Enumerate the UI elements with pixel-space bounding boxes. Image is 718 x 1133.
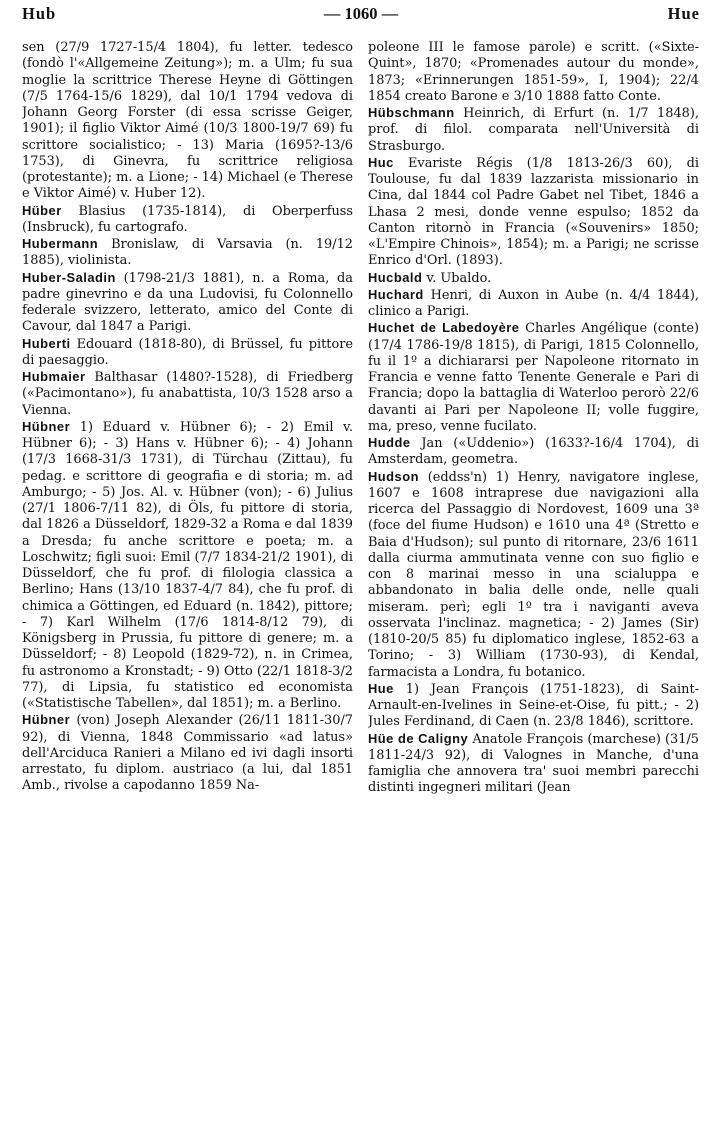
dictionary-entry [368, 40, 699, 105]
entry-text: poleone III le famose parole) e scritt. («Sixte-Quint», 1870; «Promenades autour du monde», 1873; «Erinnerungen 1851-59», I, 1904); 22/4 1854 creato Barone e 3/10 1888 fatto Conte. [368, 40, 699, 104]
entry-headword: Hue [368, 680, 394, 696]
entry-text: Heinrich, di Erfurt (n. 1/7 1848), prof. di filol. comparata nell'Università di Strasburgo. [368, 106, 699, 154]
page-header [22, 4, 700, 32]
dictionary-entry [22, 270, 353, 336]
entry-headword: Hudson [368, 468, 419, 484]
dictionary-entry [22, 203, 353, 237]
entry-headword: Hubermann [22, 236, 99, 251]
dictionary-entry [368, 731, 699, 797]
dictionary-entry [368, 469, 699, 681]
entry-headword: Hüber [22, 202, 62, 218]
entry-text: (von) Joseph Alexander (26/11 1811-30/7 92), di Vienna, 1848 Commissario «ad latus» dell'Arciduca Ranieri a Milano ed ivi dagli insorti arrestato, fu diplom. austriaco (a lui, dal 1851 Amb., rivolse a capodanno 1859 Na- [22, 713, 353, 794]
entry-headword: Huc [368, 154, 394, 170]
dictionary-entry [368, 155, 699, 270]
entry-headword: Hucbald [368, 269, 423, 285]
entry-headword: Hübschmann [368, 105, 455, 120]
entry-text: Blasius (1735-1814), di Oberperfuss (Insbruck), fu cartografo. [22, 203, 353, 235]
entry-text: 1) Jean François (1751-1823), di Saint-Arnault-en-Ivelines in Seine-et-Oise, fu pitt.; - 2) Jules Ferdinand, di Caen (n. 23/8 1846), scrittore. [368, 681, 699, 730]
dictionary-entry [22, 40, 353, 203]
dictionary-entry [22, 712, 353, 794]
dictionary-entry [368, 681, 699, 731]
entry-text: (eddss'n) 1) Henry, navigatore inglese, 1607 e 1608 intraprese due navigazioni alla ricerca del Passaggio di Nordovest, 1609 una 3ª (foce del fiume Hudson) e 1610 una 4ª (Stretto e Baia d'Hudson); sul punto di ritornare, 23/6 1611 dalla ciurma ammutinata venne con suo figlio e con 8 marinai messo in una scialuppa e abbandonato in balia delle onde, nelle quali miseram. perì; egli 1º tra i naviganti aveva osservata l'inclinaz. magnetica; - 2) James (Sir) (1810-20/5 85) fu diplomatico inglese, 1852-63 a Torino; - 3) William (1730-93), di Kendal, farmacista a Londra, fu botanico. [368, 469, 699, 680]
entry-text: (1798-21/3 1881), n. a Roma, da padre ginevrino e da una Ludovisi, fu Colonnello federale svizzero, letterato, amico del Conte di Cavour, dal 1847 a Parigi. [22, 270, 353, 335]
dictionary-entry [22, 419, 353, 713]
entry-headword: Hubmaier [22, 369, 86, 384]
entry-text: Henri, di Auxon in Aube (n. 4/4 1844), clinico a Parigi. [368, 287, 699, 319]
entry-headword: Huchet de Labedoyère [368, 320, 520, 336]
dictionary-entry [22, 236, 353, 270]
entry-text: Bronislaw, di Varsavia (n. 19/12 1885), violinista. [22, 237, 353, 269]
dictionary-entry [22, 369, 353, 419]
dictionary-entry [368, 320, 699, 435]
entry-headword: Huber-Saladin [22, 269, 116, 285]
right-column [368, 40, 699, 1130]
entry-text: Balthasar (1480?-1528), di Friedberg («Pacimontano»), fu anabattista, 10/3 1528 arso a Vienna. [22, 370, 353, 418]
entry-headword: Hübner [22, 418, 71, 434]
entry-headword: Hudde [368, 435, 411, 450]
entry-text: Edouard (1818-80), di Brüssel, fu pittore di paesaggio. [22, 336, 353, 368]
entry-text: 1) Eduard v. Hübner 6); - 2) Emil v. Hübner 6); - 3) Hans v. Hübner 6); - 4) Johann (17/3 1668-31/3 1731), di Türchau (Zittau), fu pedag. e scrittore di geografia e di storia; m. ad Amburgo; - 5) Jos. Al. v. Hübner (von); - 6) Julius (27/1 1806-7/11 82), di Öls, fu pittore di storia, dal 1826 a Düsseldorf, 1829-32 a Roma e dal 1839 a Dresda; fu anche scrittore e poeta; m. a Loschwitz; figli suoi: Emil (7/7 1834-21/2 1901), di Düsseldorf, che fu prof. di filologia classica a Berlino; Hans (13/10 1837-4/7 84), che fu prof. di chimica a Göttingen, ed Eduard (n. 1842), pittore; - 7) Karl Wilhelm (17/6 1814-8/12 79), di Königsberg in Prussia, fu pittore di genere; m. a Düsseldorf; - 8) Leopold (1829-72), n. in Crimea, fu astronomo a Kronstadt; - 9) Otto (22/1 1818-3/2 77), di Lipsia, fu statistico ed economista («Statistische Tabellen», dal 1851); m. a Berlino. [22, 419, 353, 711]
header-left-word: Hub [22, 4, 57, 23]
entry-text: sen (27/9 1727-15/4 1804), fu letter. tedesco (fondò l'«Allgemeine Zeitung»); m. a Ulm; fu sua moglie la scrittrice Therese Heyne di Göttingen (7/5 1764-15/6 1829), dal 10/1 1794 vedova di Johann Georg Forster (di essa scrisse Geiger, 1901); il figlio Viktor Aimé (10/3 1800-19/7 69) fu scrittore socialistico; - 13) Maria (1695?-13/6 1753), di Ginevra, fu scrittrice religiosa (protestante); m. a Lione; - 14) Michael (e Therese e Viktor Aimé) v. Huber 12). [22, 40, 353, 202]
dictionary-entry [368, 435, 699, 469]
entry-headword: Huchard [368, 286, 424, 302]
dictionary-entry [22, 336, 353, 370]
page-number: — 1060 — [323, 4, 399, 23]
entry-headword: Huberti [22, 335, 71, 351]
entry-headword: Hübner [22, 712, 71, 728]
entry-text: Charles Angélique (conte) (17/4 1786-19/8 1815), di Parigi, 1815 Colonnello, fu il 1º a dichiararsi per Napoleone ritornato in Francia e venne fatto Tenente Generale e Pari di Francia; dopo la battaglia di Waterloo perorò 22/6 davanti ai Pari per Napoleone II; volle fuggire, ma, preso, venne fucilato. [368, 321, 699, 434]
entry-headword: Hüe de Caligny [368, 730, 469, 746]
header-right-word: Hue [667, 4, 700, 23]
dictionary-entry [368, 270, 699, 287]
entry-text: Evariste Régis (1/8 1813-26/3 60), di Toulouse, fu dal 1839 lazzarista missionario in Cina, dal 1844 col Padre Gabet nel Tibet, 1846 a Lhasa 2 mesi, donde venne espulso; 1852 da Canton ritornò in Francia («Souvenirs» 1850; «L'Empire Chinois», 1854); m. a Parigi; ne scrisse Enrico d'Orl. (1893). [368, 155, 699, 269]
dictionary-entry [368, 287, 699, 321]
dictionary-entry [368, 105, 699, 155]
left-column [22, 40, 353, 1130]
entry-text: Jan («Uddenio») (1633?-16/4 1704), di Amsterdam, geometra. [368, 436, 699, 468]
entry-text: v. Ubaldo. [422, 270, 492, 286]
entry-text: Anatole François (marchese) (31/5 1811-24/3 92), di Valognes in Manche, d'una famiglia che annovera tra' suoi membri parecchi distinti ingegneri militari (Jean [368, 731, 699, 796]
